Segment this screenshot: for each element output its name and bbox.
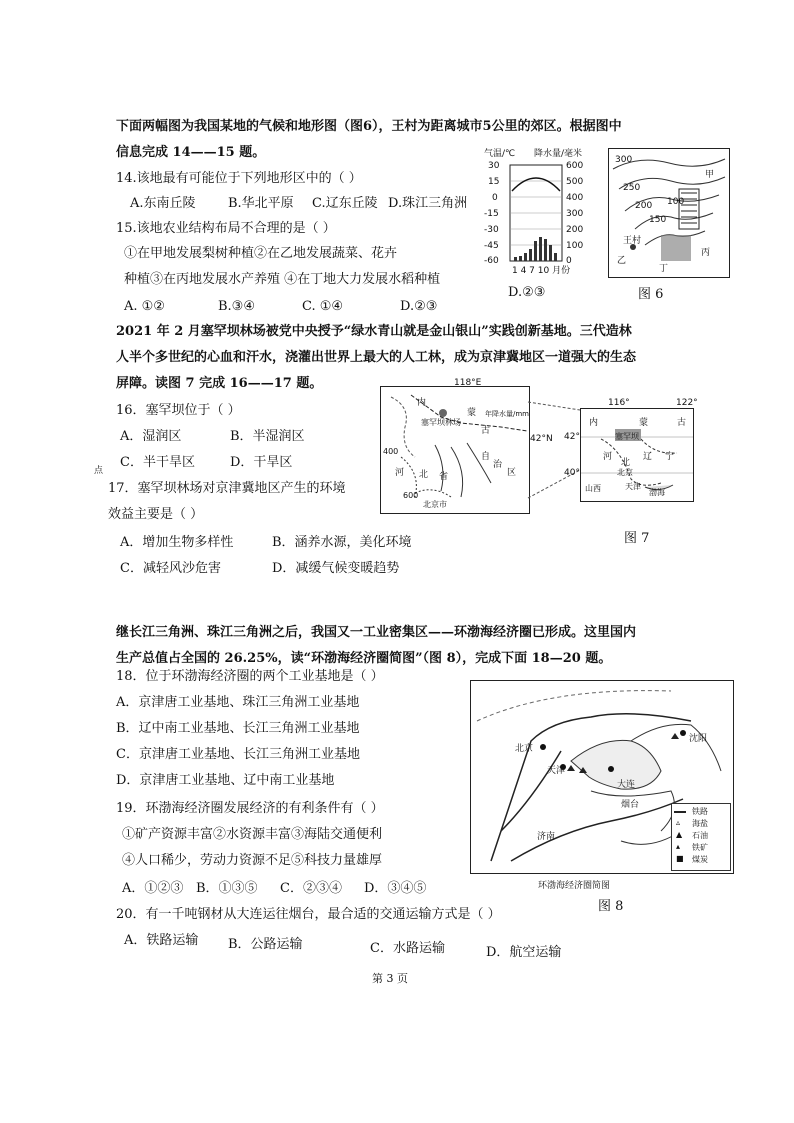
q16-stem: 16．塞罕坝位于（ ） (116, 403, 241, 418)
q17-stem2: 效益主要是（ ） (108, 507, 204, 522)
q17-option-d[interactable]: D．减缓气候变暖趋势 (272, 561, 400, 576)
q17-option-a[interactable]: A．增加生物多样性 (120, 535, 234, 550)
fig7-right-gu: 古 (677, 418, 687, 428)
q15-option-b[interactable]: B.③④ (218, 299, 255, 314)
fig7-right-shanxi: 山西 (585, 484, 601, 493)
fig7-right-nei: 内 (589, 418, 599, 428)
fig7-left-iso-400: 400 (383, 447, 399, 456)
q18-option-b[interactable]: B．辽中南工业基地、长江三角洲工业基地 (116, 721, 360, 736)
fig6-temp-label: 气温/℃ (484, 149, 516, 159)
fig6-left-tick-3: -15 (484, 209, 499, 219)
fig7-left-gu: 古 (481, 426, 491, 436)
q19-option-a[interactable]: A．①②③ (122, 881, 184, 896)
fig7-right-bei: 北 (621, 458, 631, 468)
q19-line3: ④人口稀少，劳动力资源不足⑤科技力量雄厚 (122, 853, 383, 868)
fig7-right-meng: 蒙 (639, 418, 649, 428)
intro3-line1: 继长江三角洲、珠江三角洲之后，我国又一工业密集区——环渤海经济圈已形成。这里国内 (116, 625, 637, 640)
q19-option-c[interactable]: C．②③④ (280, 881, 342, 896)
fig8-city-jinan: 济南 (537, 832, 556, 842)
q18-option-d[interactable]: D．京津唐工业基地、辽中南工业基地 (116, 773, 335, 788)
q14-stem: 14.该地最有可能位于下列地形区中的（ ） (116, 171, 362, 186)
fig7-left-beijing: 北京市 (423, 500, 447, 509)
fig8-city-beijing: 北京 (515, 744, 534, 754)
q20-option-d[interactable]: D．航空运输 (486, 945, 562, 960)
fig7-left-lon: 118°E (454, 378, 482, 388)
fig6-right-tick-5: 100 (566, 241, 584, 251)
q19-stem: 19．环渤海经济圈发展经济的有利条件有（ ） (116, 801, 384, 816)
fig7-left-qu: 区 (507, 468, 517, 478)
salt-icon: ▵ (676, 818, 681, 827)
fig7-right-bohai: 渤海 (649, 488, 665, 497)
fig6-left-tick-6: -60 (484, 256, 499, 266)
fig6-label-ding: 丁 (659, 264, 669, 274)
fig6-contour-150: 150 (649, 215, 667, 225)
q19-option-d[interactable]: D．③④⑤ (364, 881, 427, 896)
fig6-label-jia: 甲 (705, 170, 715, 180)
fig8-legend-oil: 石油 (692, 831, 708, 840)
fig8-legend (671, 803, 731, 871)
oil-icon: ▲ (676, 830, 683, 839)
intro2-line2: 人半个多世纪的心血和汗水，浇灌出世界上最大的人工林，成为京津冀地区一道强大的生态 (116, 350, 637, 365)
fig6-right-tick-0: 600 (566, 161, 584, 171)
q15-extra: D.②③ (508, 285, 546, 300)
q17-option-b[interactable]: B．涵养水源，美化环境 (272, 535, 412, 550)
rail-icon (674, 811, 686, 813)
q18-stem: 18．位于环渤海经济圈的两个工业基地是（ ） (116, 669, 384, 684)
fig6-precip-label: 降水量/毫米 (534, 149, 583, 159)
q16-option-a[interactable]: A．湿润区 (120, 429, 182, 444)
intro1-line1: 下面两幅图为我国某地的气候和地形图（图6），王村为距离城市5公里的郊区。根据图中 (116, 119, 622, 134)
intro2-line1: 2021 年 2 月塞罕坝林场被党中央授予“绿水青山就是金山银山”实践创新基地。三代造林 (116, 324, 632, 339)
fig7-connector (524, 400, 584, 500)
fig7-right-ning: 宁 (665, 452, 675, 462)
q15-option-c[interactable]: C. ①④ (302, 299, 344, 314)
q19-option-b[interactable]: B．①③⑤ (196, 881, 258, 896)
fig6-label-bing: 丙 (701, 248, 711, 258)
fig6-left-tick-2: 0 (492, 193, 498, 203)
fig7-left-lat: 42°N (530, 434, 553, 444)
q14-option-d[interactable]: D.珠江三角洲 (388, 196, 468, 211)
fig7-left-map (380, 386, 530, 514)
fig6-contour-250: 250 (623, 183, 641, 193)
fig6-contour-300: 300 (615, 155, 633, 165)
fig7-left-sheng: 省 (439, 472, 449, 482)
fig8-legend-iron: 铁矿 (692, 843, 708, 852)
q16-option-c[interactable]: C．半干旱区 (120, 455, 195, 470)
coal-icon: ■ (676, 854, 684, 863)
q14-option-a[interactable]: A.东南丘陵 (130, 196, 196, 211)
fig7-right-lon1: 116° (608, 398, 630, 408)
q14-option-c[interactable]: C.辽东丘陵 (312, 196, 378, 211)
fig7-left-bei: 北 (419, 470, 429, 480)
fig7-left-meng: 蒙 (467, 408, 477, 418)
fig8-city-shenyang: 沈阳 (689, 734, 708, 744)
q16-option-d[interactable]: D．干旱区 (230, 455, 293, 470)
q17-stem: 17．塞罕坝林场对京津冀地区产生的环境 (108, 481, 346, 496)
fig7-right-lat2: 40° (564, 468, 580, 478)
margin-mark: 点 (94, 466, 104, 476)
fig7-right-liao: 辽 (643, 452, 653, 462)
iron-icon: ▴ (676, 842, 681, 851)
q17-option-c[interactable]: C．减轻风沙危害 (120, 561, 221, 576)
q18-option-a[interactable]: A．京津唐工业基地、珠江三角洲工业基地 (116, 695, 360, 710)
fig6-caption: 图 6 (638, 287, 664, 302)
fig6-left-tick-5: -45 (484, 241, 499, 251)
q20-option-b[interactable]: B．公路运输 (228, 937, 303, 952)
fig6-label-yi: 乙 (617, 256, 627, 266)
q20-stem: 20．有一千吨钢材从大连运往烟台，最合适的交通运输方式是（ ） (116, 907, 501, 922)
fig7-left-legend: 年降水量/mm (485, 410, 529, 418)
intro1-line2: 信息完成 14——15 题。 (116, 145, 266, 160)
fig6-left-tick-0: 30 (488, 161, 500, 171)
q18-option-c[interactable]: C．京津唐工业基地、长江三角洲工业基地 (116, 747, 360, 762)
fig7-right-tianjin: 天津 (625, 482, 641, 491)
fig6-right-tick-1: 500 (566, 177, 584, 187)
fig7-left-saihanba: 塞罕坝林场 (421, 418, 461, 427)
q15-line2: ①在甲地发展梨树种植②在乙地发展蔬菜、花卉 (124, 246, 398, 261)
fig8-legend-rail: 铁路 (692, 807, 708, 816)
fig6-contour-100: 100 (667, 197, 685, 207)
fig7-right-map (580, 408, 694, 502)
fig8-map (470, 680, 734, 874)
intro2-line3: 屏障。读图 7 完成 16——17 题。 (116, 376, 323, 391)
intro3-line2: 生产总值占全国的 26.25%，读“环渤海经济圈简图”（图 8），完成下面 18—20 题。 (116, 651, 612, 666)
fig6-climate-chart (478, 145, 606, 275)
fig6-right-tick-4: 200 (566, 225, 584, 235)
fig7-left-he: 河 (395, 468, 405, 478)
fig8-city-yantai: 烟台 (621, 800, 640, 810)
fig7-caption: 图 7 (624, 531, 650, 546)
fig7-left-zhi: 治 (493, 460, 503, 470)
fig7-right-saihanba: 塞罕坝 (615, 432, 639, 441)
fig8-title: 环渤海经济圈简图 (538, 881, 611, 891)
fig7-right-he: 河 (603, 452, 613, 462)
fig8-legend-salt: 海盐 (692, 819, 708, 828)
fig8-legend-coal: 煤炭 (692, 855, 708, 864)
fig6-x-ticks: 1 4 7 10 月份 (512, 266, 571, 276)
q14-option-b[interactable]: B.华北平原 (228, 196, 294, 211)
fig6-contour-200: 200 (635, 201, 653, 211)
fig7-right-lon2: 122° (676, 398, 698, 408)
page-number: 第 3 页 (372, 972, 408, 985)
fig6-topo-map (608, 148, 730, 278)
q15-option-a[interactable]: A. ①② (124, 299, 165, 314)
fig7-right-beijing: 北京 (617, 468, 633, 477)
q15-line3: 种植③在丙地发展水产养殖 ④在丁地大力发展水稻种植 (124, 272, 441, 287)
fig6-right-tick-2: 400 (566, 193, 584, 203)
fig7-left-iso-600: 600 (403, 491, 419, 500)
q19-line2: ①矿产资源丰富②水资源丰富③海陆交通便利 (122, 827, 383, 842)
fig8-city-tianjin: 天津 (547, 766, 566, 776)
q20-option-c[interactable]: C．水路运输 (370, 941, 445, 956)
fig6-left-tick-1: 15 (488, 177, 500, 187)
fig8-caption: 图 8 (598, 899, 624, 914)
fig7-right-lat1: 42° (564, 432, 580, 442)
fig6-right-tick-6: 0 (566, 256, 572, 266)
fig6-right-tick-3: 300 (566, 209, 584, 219)
q20-option-a[interactable]: A．铁路运输 (124, 933, 199, 948)
fig8-city-dalian: 大连 (617, 780, 636, 790)
q16-option-b[interactable]: B．半湿润区 (230, 429, 305, 444)
fig6-left-tick-4: -30 (484, 225, 499, 235)
fig7-left-zi: 自 (481, 452, 491, 462)
q15-stem: 15.该地农业结构布局不合理的是（ ） (116, 221, 336, 236)
fig7-left-nei: 内 (417, 398, 427, 408)
fig6-label-wangcun: 王村 (623, 236, 642, 246)
q15-option-d[interactable]: D.②③ (400, 299, 438, 314)
